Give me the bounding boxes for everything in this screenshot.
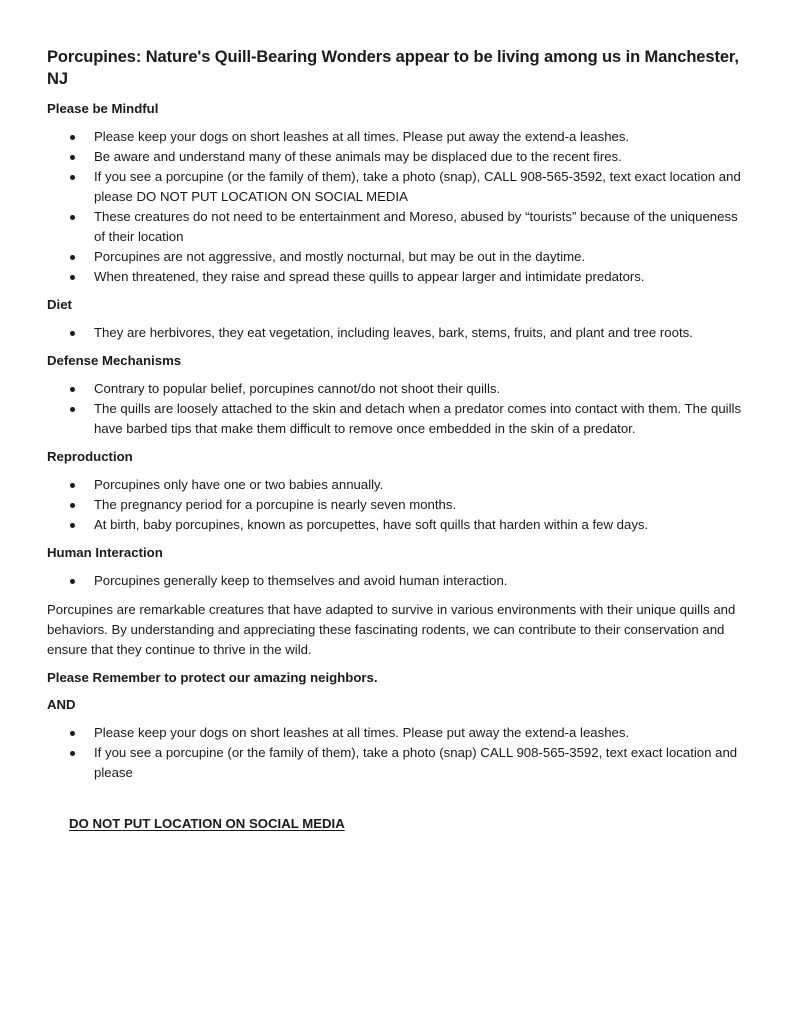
list-item-text: The quills are loosely attached to the skin and detach when a predator comes into contact with them. The quills have barbed tips that make them difficult to remove once embedded in the skin of a predator. — [94, 401, 742, 436]
list-item-text: Porcupines are not aggressive, and mostly nocturnal, but may be out in the daytime. — [94, 249, 586, 264]
section-heading: Human Interaction — [47, 545, 163, 560]
list-item-text: Contrary to popular belief, porcupines cannot/do not shoot their quills. — [94, 381, 501, 396]
list-item — [47, 399, 747, 439]
bullet-icon — [70, 407, 75, 412]
list-item — [47, 723, 747, 743]
bullet-icon — [70, 215, 75, 220]
bullet-icon — [70, 175, 75, 180]
list-item-text: At birth, baby porcupines, known as porcupettes, have soft quills that harden within a few days. — [94, 517, 649, 532]
bullet-list — [47, 475, 747, 535]
list-item-text: Please keep your dogs on short leashes at all times. Please put away the extend-a leashes. — [94, 129, 630, 144]
document-page — [47, 46, 747, 833]
final-bullet-list — [47, 723, 747, 783]
list-item — [47, 247, 747, 267]
bullet-list — [47, 379, 747, 439]
list-item — [47, 379, 747, 399]
section-heading: Defense Mechanisms — [47, 353, 182, 368]
list-item-text: These creatures do not need to be entertainment and Moreso, abused by “tourists” because of the uniqueness of their location — [94, 209, 738, 244]
list-item-text: The pregnancy period for a porcupine is nearly seven months. — [94, 497, 457, 512]
bullet-icon — [70, 255, 75, 260]
list-item — [47, 323, 747, 343]
list-item-text: They are herbivores, they eat vegetation, including leaves, bark, stems, fruits, and plant and tree roots. — [94, 325, 693, 340]
bullet-icon — [70, 275, 75, 280]
document-title: Porcupines: Nature's Quill-Bearing Wonders appear to be living among us in Manchester, NJ — [47, 48, 739, 88]
bullet-icon — [70, 387, 75, 392]
list-item-text: Porcupines only have one or two babies annually. — [94, 477, 384, 492]
list-item — [47, 475, 747, 495]
bullet-list — [47, 571, 747, 591]
bullet-icon — [70, 523, 75, 528]
bullet-icon — [70, 751, 75, 756]
bullet-icon — [70, 503, 75, 508]
bullet-icon — [70, 135, 75, 140]
list-item-text: If you see a porcupine (or the family of them), take a photo (snap), CALL 908-565-3592, text exact location and please DO NOT PUT LOCATION ON SOCIAL MEDIA — [94, 169, 741, 204]
list-item-text: If you see a porcupine (or the family of them), take a photo (snap) CALL 908-565-3592, text exact location and please — [94, 745, 738, 780]
list-item — [47, 495, 747, 515]
list-item — [47, 571, 747, 591]
bullet-icon — [70, 483, 75, 488]
section-please-be-mindful — [47, 100, 747, 287]
reminder-heading: Please Remember to protect our amazing neighbors. — [47, 670, 378, 685]
bullet-icon — [70, 331, 75, 336]
section-heading: Please be Mindful — [47, 101, 159, 116]
bullet-icon — [70, 155, 75, 160]
bullet-icon — [70, 579, 75, 584]
list-item — [47, 167, 747, 207]
list-item-text: Porcupines generally keep to themselves and avoid human interaction. — [94, 573, 508, 588]
bullet-list — [47, 127, 747, 287]
list-item — [47, 743, 747, 783]
list-item — [47, 147, 747, 167]
and-heading: AND — [47, 697, 76, 712]
list-item — [47, 207, 747, 247]
section-heading: Reproduction — [47, 449, 133, 464]
section-human-interaction — [47, 544, 747, 591]
bullet-list — [47, 323, 747, 343]
section-heading: Diet — [47, 297, 72, 312]
bullet-icon — [70, 731, 75, 736]
list-item — [47, 267, 747, 287]
list-item-text: When threatened, they raise and spread these quills to appear larger and intimidate predators. — [94, 269, 645, 284]
list-item-text: Please keep your dogs on short leashes at all times. Please put away the extend-a leashes. — [94, 725, 630, 740]
section-diet — [47, 296, 747, 343]
section-defense-mechanisms — [47, 352, 747, 439]
social-media-warning: DO NOT PUT LOCATION ON SOCIAL MEDIA — [69, 816, 345, 831]
list-item-text: Be aware and understand many of these animals may be displaced due to the recent fires. — [94, 149, 622, 164]
list-item — [47, 515, 747, 535]
section-reproduction — [47, 448, 747, 535]
conclusion-paragraph: Porcupines are remarkable creatures that have adapted to survive in various environments with their unique quills and behaviors. By understanding and appreciating these fascinating rodents, we can contribute to their conservation and ensure that they continue to thrive in the wild. — [47, 602, 736, 657]
list-item — [47, 127, 747, 147]
